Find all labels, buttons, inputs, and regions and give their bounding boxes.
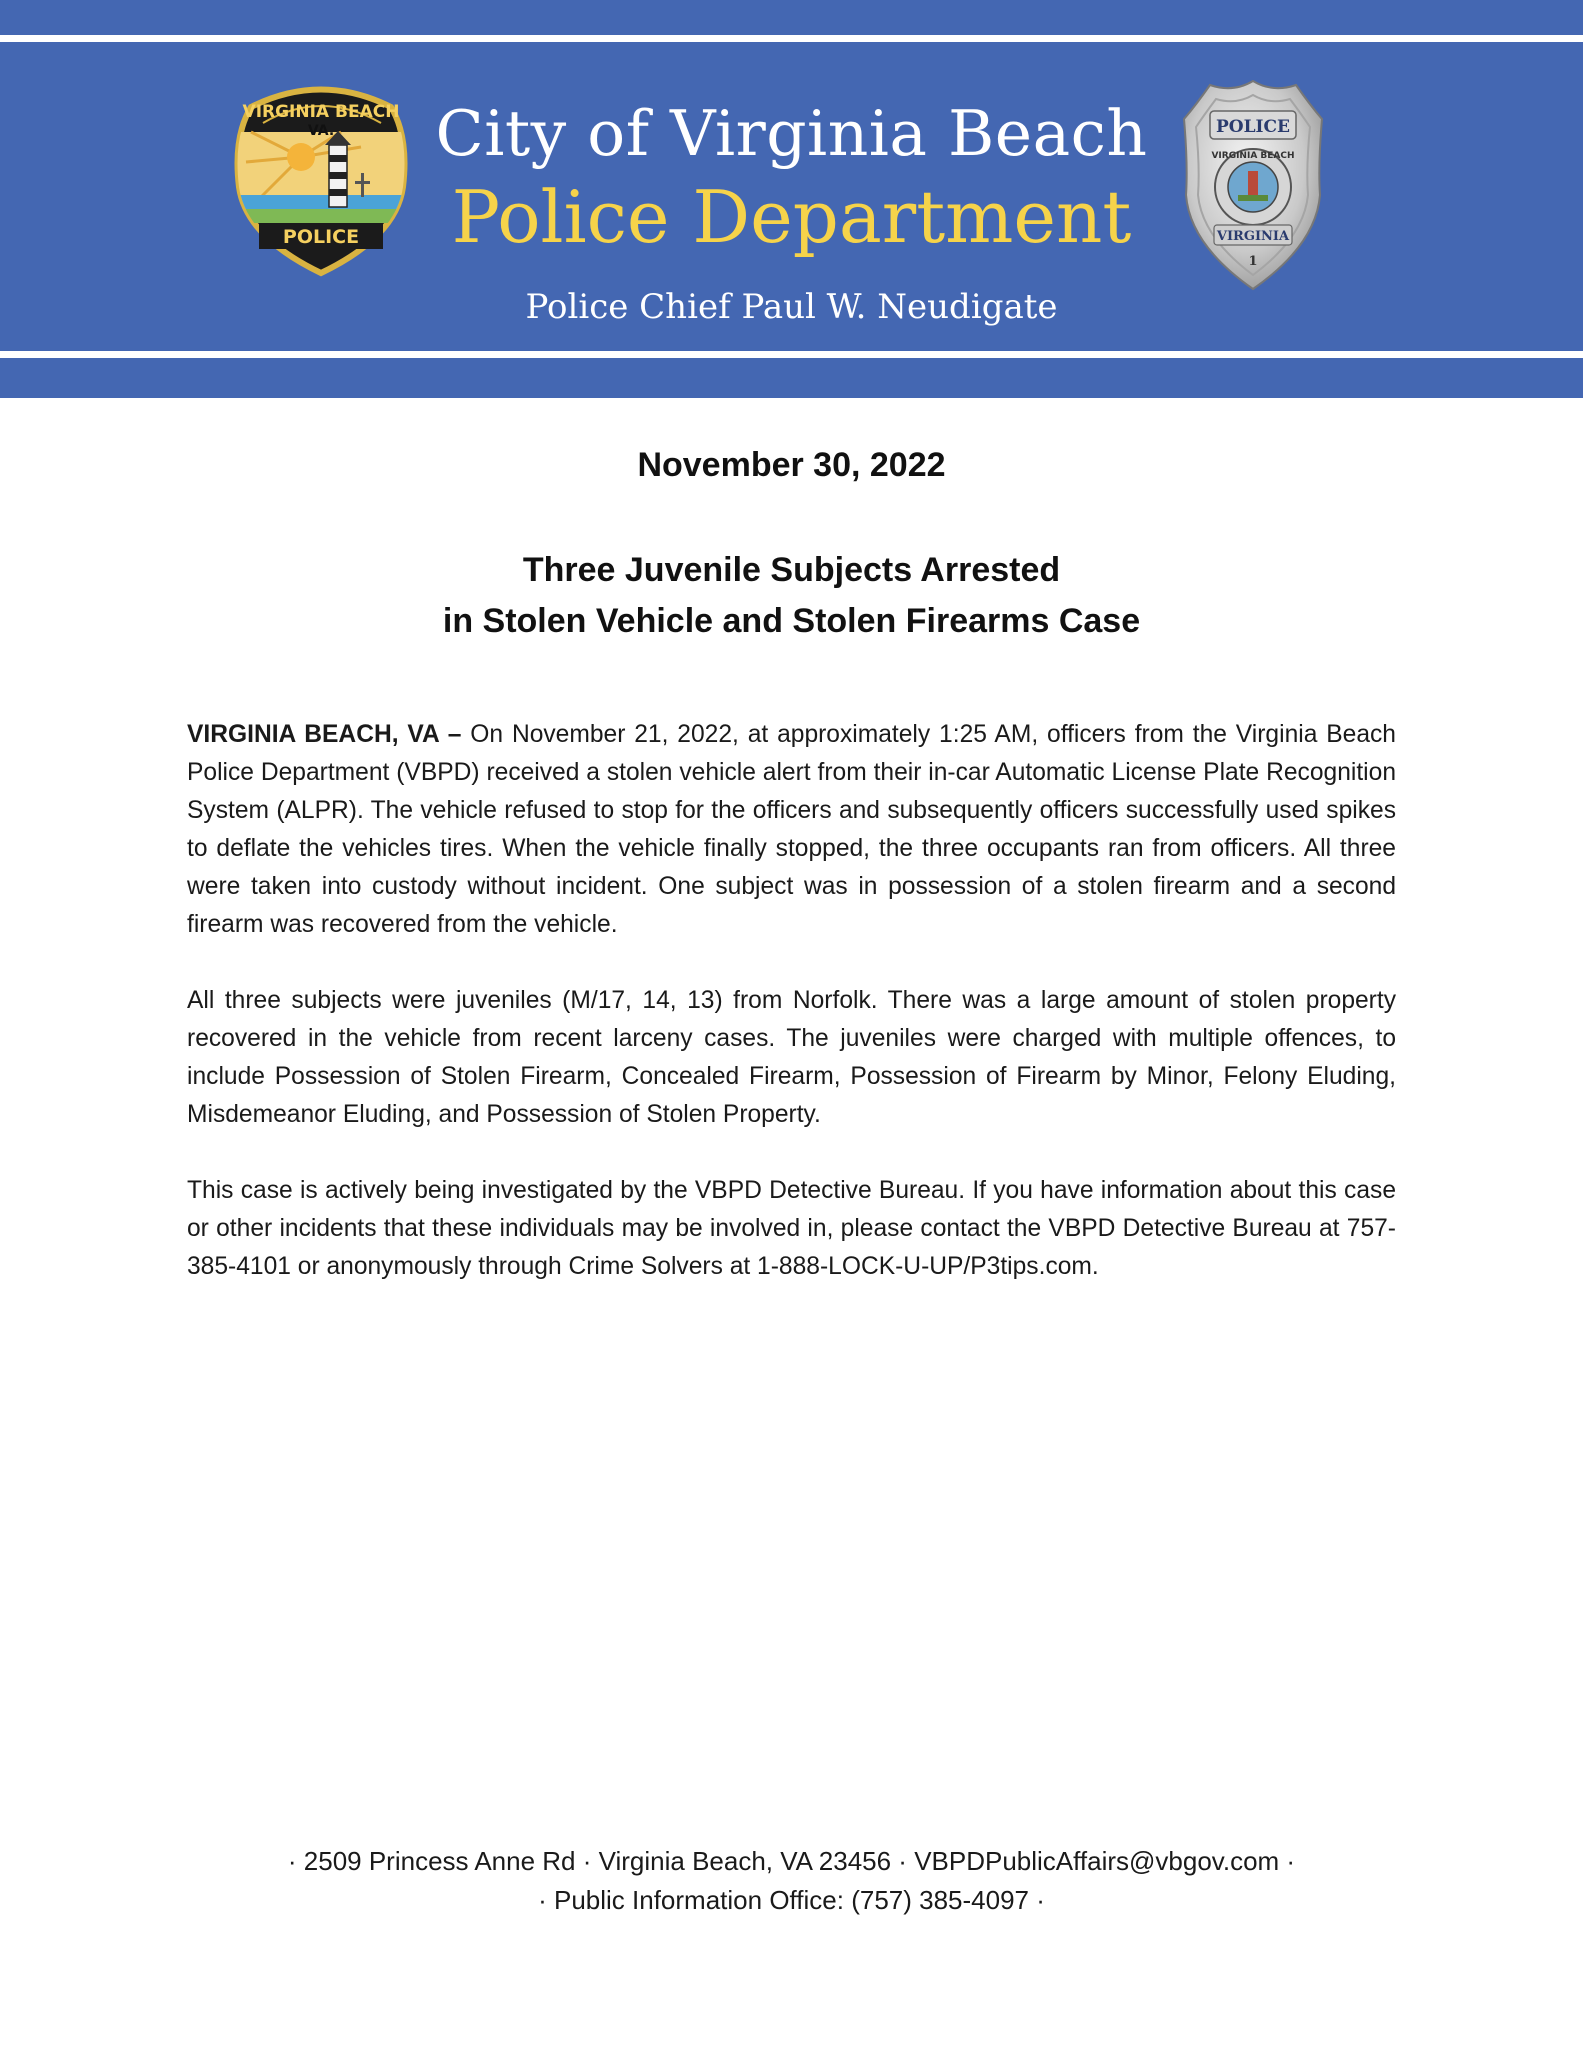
paragraph-1 xyxy=(187,716,1396,944)
footer-address: · 2509 Princess Anne Rd · Virginia Beach, VA 23456 · VBPDPublicAffairs@vbgov.com · xyxy=(287,1846,1296,1876)
badge-number: 1 xyxy=(1248,254,1258,269)
headline xyxy=(0,545,1583,647)
paragraph-3: This case is actively being investigated by the VBPD Detective Bureau. If you have information about this case or other incidents that these individuals may be involved in, please contact the VBPD Detective Bureau at 757-385-4101 or anonymously through Crime Solvers at 1-888-LOCK-U-UP/P3tips.com. xyxy=(187,1177,1396,1280)
release-body xyxy=(187,716,1396,1324)
patch-sub-text: VA. xyxy=(307,123,335,139)
headline-line-1: Three Juvenile Subjects Arrested xyxy=(522,551,1061,589)
patch-bottom-text: POLICE xyxy=(282,226,360,248)
paragraph-2: All three subjects were juveniles (M/17, 14, 13) from Norfolk. There was a large amount of stolen property recovered in the vehicle from recent larceny cases. The juveniles were charged with multiple offences, to include Possession of Stolen Firearm, Concealed Firearm, Possession of Firearm by Minor, Felony Eluding, Misdemeanor Eluding, and Possession of Stolen Property. xyxy=(187,987,1396,1128)
paragraph-1-text: On November 21, 2022, at approximately 1:25 AM, officers from the Virginia Beach Police Department (VBPD) received a stolen vehicle alert from their in-car Automatic License Plate Recognition System (ALPR). The vehicle refused to stop for the officers and subsequently officers successfully used spikes to deflate the vehicles tires. When the vehicle finally stopped, the three occupants ran from officers. All three were taken into custody without incident. One subject was in possession of a stolen firearm and a second firearm was recovered from the vehicle. xyxy=(187,721,1396,938)
top-divider xyxy=(0,35,1583,42)
headline-line-2: in Stolen Vehicle and Stolen Firearms Case xyxy=(442,602,1141,640)
chief-line: Police Chief Paul W. Neudigate xyxy=(525,287,1058,327)
bottom-divider xyxy=(0,351,1583,358)
department-title: Police Department xyxy=(451,175,1132,259)
header-banner xyxy=(0,0,1583,398)
release-date: November 30, 2022 xyxy=(637,446,946,484)
city-title: City of Virginia Beach xyxy=(435,97,1148,170)
footer xyxy=(0,1842,1583,1920)
dateline: VIRGINIA BEACH, VA – xyxy=(187,721,462,748)
badge-ring-text: VIRGINIA BEACH xyxy=(1211,151,1295,161)
patch-top-text: VIRGINIA BEACH xyxy=(242,102,400,122)
badge-bottom-text: VIRGINIA xyxy=(1216,229,1290,244)
badge-top-text: POLICE xyxy=(1216,117,1290,137)
footer-phone: · Public Information Office: (757) 385-4097 · xyxy=(538,1885,1045,1915)
